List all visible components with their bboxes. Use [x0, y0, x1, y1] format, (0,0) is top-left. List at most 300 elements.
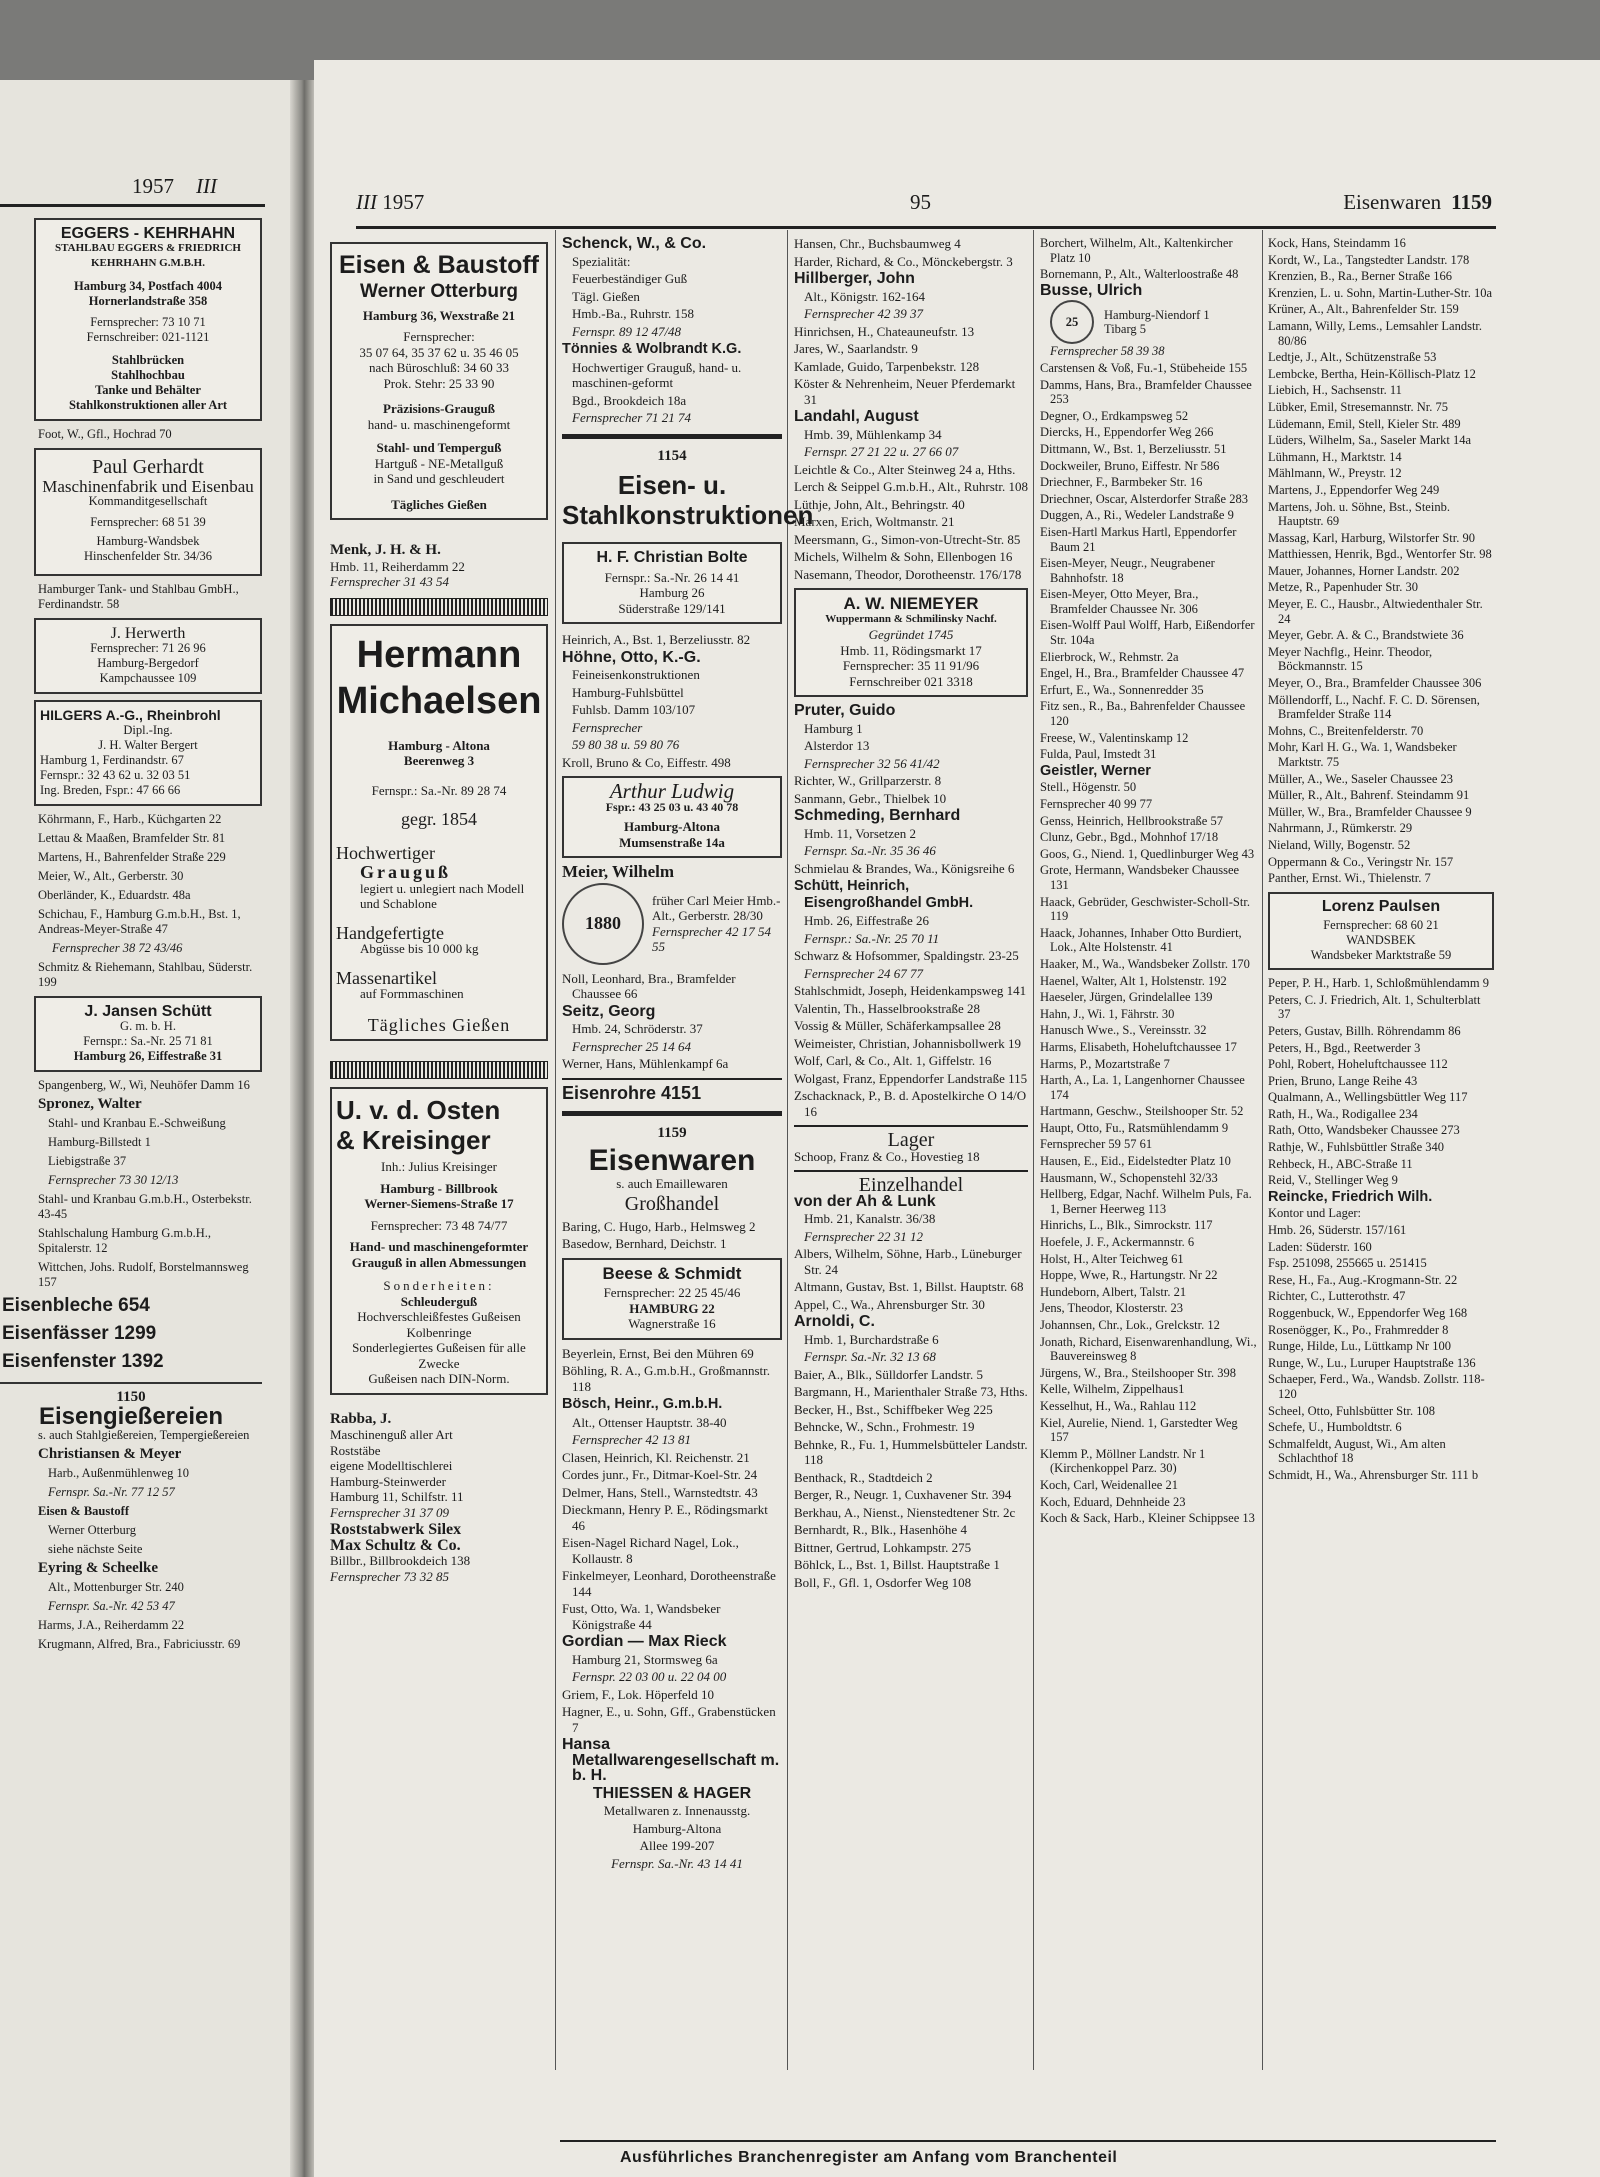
- entry-name: Rabba, J.: [330, 1410, 392, 1427]
- column-4: [1040, 236, 1258, 1528]
- list-item: Wolf, Carl, & Co., Alt. 1, Giffelstr. 16: [794, 1053, 992, 1068]
- left-header-roman: III: [196, 174, 217, 198]
- list-item: Kock, Hans, Steindamm 16: [1268, 236, 1406, 250]
- ad-line: Stahl- und Temperguß: [376, 440, 502, 455]
- header-category-number: 1159: [1451, 190, 1492, 214]
- list-item: Hellberg, Edgar, Nachf. Wilhelm Puls, Fa. 1, Berner Heerweg 113: [1040, 1187, 1252, 1216]
- list-item: Alsterdor 13: [804, 738, 870, 753]
- ad-line: Präzisions-Grauguß: [383, 401, 495, 416]
- ad-michaelsen: [330, 624, 548, 1042]
- ad-bolte: [562, 542, 782, 624]
- ad-line: Hamburg 1, Ferdinandstr. 67: [40, 753, 184, 767]
- list-item: Altmann, Gustav, Bst. 1, Billst. Hauptstr. 68: [794, 1279, 1024, 1294]
- list-item: Fust, Otto, Wa. 1, Wandsbeker Königstraße 44: [562, 1601, 721, 1632]
- list-item: Driechner, F., Barmbeker Str. 16: [1040, 475, 1203, 490]
- list-item: Koch & Sack, Harb., Kleiner Schippsee 13: [1040, 1511, 1255, 1526]
- laurel-emblem-icon: 1880: [562, 883, 644, 965]
- list-item: Möllendorff, L., Nachf. F. C. D. Sörensen, Bramfelder Straße 114: [1268, 692, 1480, 722]
- column-5: [1268, 236, 1494, 1485]
- ad-beese-title: Beese & Schmidt: [602, 1263, 742, 1283]
- ad-beese: [562, 1258, 782, 1340]
- list-item: Mählmann, W., Preystr. 12: [1268, 466, 1402, 481]
- list-item: Fernsprecher 24 67 77: [804, 965, 924, 981]
- list-item: Jares, W., Saarlandstr. 9: [794, 341, 918, 356]
- entry-name: Arnoldi, C.: [794, 1313, 875, 1330]
- page-footer: Ausführliches Branchenregister am Anfang vom Branchenteil: [620, 2149, 1118, 2166]
- ad-line: Hamburg 26: [639, 585, 705, 600]
- list-item: Peper, P. H., Harb. 1, Schloßmühlendamm 9: [1268, 976, 1490, 991]
- ad-gerhardt: [34, 448, 262, 576]
- ad-bolte-title: H. F. Christian Bolte: [596, 549, 748, 566]
- list-item: [1040, 281, 1258, 299]
- entry-name: Schenck, W., & Co.: [562, 235, 707, 252]
- ad-line: Dipl.-Ing.: [123, 723, 173, 737]
- list-item: Berkhau, A., Nienst., Nienstedtener Str. 2c: [794, 1504, 1016, 1520]
- list-item: Genss, Heinrich, Hellbrookstraße 57: [1040, 813, 1223, 828]
- list-item: Panther, Ernst. Wi., Thielenstr. 7: [1268, 871, 1431, 886]
- entry-name: Landahl, August: [794, 408, 919, 425]
- list-item: Lüthje, John, Alt., Behringstr. 40: [794, 496, 965, 512]
- list-item: Köhrmann, F., Harb., Küchgarten 22: [38, 812, 222, 826]
- list-item: Klemm P., Möllner Landstr. Nr 1 (Kirchenkoppel Parz. 30): [1040, 1446, 1206, 1476]
- ad-schuett-title: J. Jansen Schütt: [84, 1003, 212, 1020]
- list-item: Schaeper, Ferd., Wa., Wandsb. Zollstr. 118-120: [1268, 1372, 1485, 1401]
- list-item: Rath, H., Wa., Rodigallee 234: [1268, 1106, 1418, 1121]
- list-item: Kamlade, Guido, Tarpenbekstr. 128: [794, 358, 980, 374]
- list-item: Scheel, Otto, Fuhlsbütter Str. 108: [1268, 1403, 1436, 1418]
- ad-line: HAMBURG 22: [629, 1300, 715, 1316]
- entry-line: Billbr., Billbrookdeich 138: [330, 1553, 471, 1568]
- section-number: 1159: [657, 1125, 687, 1141]
- list-item: Fernspr. Sa.-Nr. 35 36 46: [804, 843, 936, 858]
- list-item: Spronez, Walter: [38, 1096, 142, 1112]
- column-divider: [1262, 230, 1263, 2070]
- ad-line: legiert u. unlegiert nach Modell und Schablone: [360, 880, 525, 911]
- column-2: [562, 235, 814, 1873]
- list-item: Eisen-Meyer, Otto Meyer, Bra., Bramfelder Chaussee Nr. 306: [1040, 587, 1199, 616]
- list-item: Diercks, H., Eppendorfer Weg 266: [1040, 425, 1214, 440]
- header-roman: III: [356, 190, 377, 214]
- header-rule: [356, 226, 1496, 229]
- list-item: Johannsen, Chr., Lok., Grelckstr. 12: [1040, 1318, 1220, 1332]
- list-item: Fernspr. Sa.-Nr. 43 14 41: [611, 1855, 743, 1871]
- list-item: Koch, Carl, Weidenallee 21: [1040, 1477, 1178, 1492]
- ad-line: Fernschreiber 021 3318: [849, 673, 973, 689]
- list-item: Rosenögger, K., Po., Frahmredder 8: [1268, 1322, 1449, 1337]
- list-item: [794, 878, 1028, 911]
- subsection-title: Großhandel: [624, 1193, 720, 1215]
- list-item: Hamburger Tank- und Stahlbau GmbH., Ferdinandstr. 58: [38, 582, 239, 611]
- list-item: Schwarz & Hofsommer, Spaldingstr. 23-25: [794, 948, 1019, 963]
- list-item: [794, 271, 1028, 287]
- book-gutter: [290, 80, 316, 2177]
- list-item: Benthack, R., Stadtdeich 2: [794, 1469, 933, 1485]
- ad-line: Hochverschleißfestes Gußeisen: [357, 1309, 521, 1324]
- ad-michaelsen-title: Hermann: [356, 633, 522, 676]
- list-item: Hmb. 26, Eiffestraße 26: [804, 913, 930, 928]
- list-item: Ledtje, J., Alt., Schützenstraße 53: [1268, 350, 1437, 365]
- list-item: Hamburg-Billstedt 1: [48, 1135, 151, 1149]
- list-item: Hundeborn, Albert, Talstr. 21: [1040, 1284, 1187, 1299]
- ad-line: nach Büroschluß: 34 60 33: [368, 360, 510, 375]
- list-item: Harms, J.A., Reiherdamm 22: [38, 1618, 185, 1632]
- list-item: Fernsprecher 25 14 64: [572, 1038, 692, 1054]
- list-item: Fernspr. Sa.-Nr. 77 12 57: [48, 1485, 175, 1499]
- list-item: Fernsprecher 40 99 77: [1040, 797, 1153, 811]
- list-item: Hinrichsen, H., Chateauneufstr. 13: [794, 323, 975, 339]
- list-item: Baring, C. Hugo, Harb., Helmsweg 2: [562, 1218, 756, 1234]
- list-item: Berger, R., Neugr. 1, Cuxhavener Str. 394: [794, 1487, 1012, 1502]
- meier-block: [562, 883, 782, 965]
- entry-name: Roststabwerk Silex: [330, 1521, 462, 1538]
- list-item: Massag, Karl, Harburg, Wilstorfer Str. 90: [1268, 530, 1475, 545]
- ad-line: Hamburg 34, Postfach 4004: [74, 279, 222, 293]
- list-item: Schoop, Franz & Co., Hovestieg 18: [794, 1148, 980, 1164]
- list-item: Krenzien, L. u. Sohn, Martin-Luther-Str. 10a: [1268, 285, 1493, 300]
- ad-line: Fernsprecher: 68 60 21: [1323, 918, 1439, 933]
- list-item: Haeseler, Jürgen, Grindelallee 139: [1040, 990, 1213, 1005]
- ad-line: Kommanditgesellschaft: [88, 494, 208, 508]
- list-item: Fernsprecher 42 13 81: [572, 1432, 692, 1447]
- list-item: Becker, H., Bst., Schiffbeker Weg 225: [794, 1401, 993, 1417]
- list-item: Hinrichs, L., Blk., Simrockstr. 117: [1040, 1218, 1213, 1233]
- list-item: Hmb. 39, Mühlenkamp 34: [804, 426, 942, 442]
- entry-line: Hmb. 11, Reiherdamm 22: [330, 558, 465, 574]
- list-item: Runge, Hilde, Lu., Lüttkamp Nr 100: [1268, 1339, 1451, 1354]
- list-item: Eisen-Wolff Paul Wolff, Harb, Eißendorfer Str. 104a: [1040, 618, 1255, 648]
- list-item: Köster & Nehrenheim, Neuer Pferdemarkt 31: [794, 376, 1016, 407]
- list-item: Nieland, Willy, Bogenstr. 52: [1268, 837, 1411, 852]
- list-item: Clunz, Gebr., Bgd., Mohnhof 17/18: [1040, 830, 1219, 845]
- list-item: Stahl- und Kranbau E.-Schweißung: [48, 1116, 226, 1130]
- column-3: [794, 236, 1028, 1592]
- list-item: Bgd., Brookdeich 18a: [572, 392, 687, 408]
- list-item: Haupt, Otto, Fu., Ratsmühlendamm 9: [1040, 1120, 1229, 1135]
- ad-osten-title2: & Kreisinger: [336, 1125, 491, 1155]
- list-item: Hochwertiger Grauguß, hand- u. maschinen-geformt: [572, 359, 742, 390]
- list-item: Haaker, M., Wa., Wandsbeker Zollstr. 170: [1040, 956, 1250, 971]
- list-item: Feuerbeständiger Guß: [572, 271, 688, 286]
- ad-line: Wandsbeker Marktstraße 59: [1310, 947, 1452, 962]
- list-item: Schefe, U., Humboldtstr. 6: [1268, 1420, 1402, 1435]
- list-item: Mohr, Karl H. G., Wa. 1, Wandsbeker Marktstr. 75: [1268, 740, 1457, 769]
- list-item: Wolgast, Franz, Eppendorfer Landstraße 115: [794, 1070, 1028, 1086]
- list-item: Lühmann, H., Marktstr. 14: [1268, 449, 1402, 464]
- left-page-column: [0, 212, 262, 1652]
- list-item: Kordt, W., La., Tangstedter Landstr. 178: [1268, 252, 1470, 267]
- list-item: [562, 236, 782, 252]
- list-item: Metze, R., Papenhuder Str. 30: [1268, 580, 1418, 595]
- ad-line: Fernsprecher: 68 51 39: [90, 515, 206, 529]
- list-item: Zschacknack, P., B. d. Apostelkirche O 14/O 16: [794, 1088, 1027, 1119]
- list-item: Schmitz & Riehemann, Stahlbau, Süderstr. 199: [38, 960, 253, 989]
- left-header-rule: [0, 204, 265, 207]
- list-item: Müller, A., We., Saseler Chaussee 23: [1268, 771, 1454, 786]
- list-item: Dittmann, W., Bst. 1, Berzeliusstr. 51: [1040, 441, 1227, 456]
- entry-line: Fernsprecher 31 43 54: [330, 574, 450, 589]
- list-item: Noll, Leonhard, Bra., Bramfelder Chaussee 66: [562, 970, 736, 1001]
- list-item: Stahl- und Kranbau G.m.b.H., Osterbekstr. 43-45: [38, 1192, 252, 1221]
- entry-line: Fernsprecher 42 17 54 55: [652, 923, 772, 954]
- list-item: Harms, P., Mozartstraße 7: [1040, 1056, 1170, 1071]
- list-item: Lerch & Seippel G.m.b.H., Alt., Ruhrstr. 108: [794, 479, 1028, 494]
- list-item: [794, 703, 1028, 719]
- list-item: Hoefele, J. F., Ackermannstr. 6: [1040, 1235, 1195, 1250]
- list-item: Appel, C., Wa., Ahrensburger Str. 30: [794, 1296, 985, 1312]
- list-item: Spangenberg, W., Wi, Neuhöfer Damm 16: [38, 1078, 250, 1092]
- list-item: Eisen-Hartl Markus Hartl, Eppendorfer Baum 21: [1040, 524, 1237, 554]
- list-item: Harth, A., La. 1, Langenhorner Chaussee 174: [1040, 1073, 1245, 1102]
- ad-line: Fspr.: 43 25 03 u. 43 40 78: [605, 799, 739, 814]
- list-item: Hagner, E., u. Sohn, Gff., Grabenstücken 7: [562, 1704, 776, 1735]
- ad-line: Handgefertigte: [336, 922, 444, 943]
- ad-line: Wuppermann & Schmilinsky Nachf.: [825, 612, 997, 625]
- list-item: Peters, H., Bgd., Reetwerder 3: [1268, 1040, 1421, 1055]
- list-item: Borchert, Wilhelm, Alt., Kaltenkircher Platz 10: [1040, 236, 1233, 265]
- list-item: Cordes junr., Fr., Ditmar-Koel-Str. 24: [562, 1467, 758, 1482]
- list-item: Böhling, R. A., G.m.b.H., Großmannstr. 118: [562, 1363, 771, 1394]
- ad-line: Hamburg - Altona: [388, 737, 490, 753]
- ad-line: Schleuderguß: [400, 1293, 478, 1309]
- list-item: Schmielau & Brandes, Wa., Königsreihe 6: [794, 860, 1015, 876]
- col5-entries-low: [1268, 976, 1494, 1482]
- list-item: Martens, Joh. u. Söhne, Bst., Steinb. Hauptstr. 69: [1268, 499, 1450, 529]
- list-item: Kelle, Wilhelm, Zippelhaus1: [1040, 1382, 1185, 1397]
- list-item: Haenel, Walter, Alt 1, Holstenstr. 192: [1040, 973, 1227, 988]
- ad-line: gegr. 1854: [401, 809, 477, 829]
- list-item: [562, 1396, 782, 1413]
- list-item: Finkelmeyer, Leonhard, Dorotheenstraße 144: [562, 1568, 776, 1599]
- list-item: Jens, Theodor, Klosterstr. 23: [1040, 1301, 1184, 1316]
- list-item: Mohns, C., Breitenfelderstr. 70: [1268, 723, 1424, 738]
- ad-line: Fernspr.: Sa.-Nr. 89 28 74: [371, 782, 507, 798]
- section-number: 1150: [116, 1389, 146, 1405]
- list-item: Bittner, Gertrud, Lohkampstr. 275: [794, 1539, 972, 1555]
- list-item: Böhlck, L., Bst. 1, Billst. Hauptstraße 1: [794, 1557, 1000, 1572]
- list-item: Hamburg 21, Stormsweg 6a: [572, 1651, 718, 1667]
- ad-line: Hand- und maschinengeformter Grauguß in allen Abmessungen: [349, 1239, 529, 1270]
- list-item: [562, 341, 782, 358]
- list-item: Prien, Bruno, Lange Reihe 43: [1268, 1073, 1418, 1088]
- list-item: Leichtle & Co., Alter Steinweg 24 a, Hths.: [794, 461, 1016, 477]
- list-item: Schmidt, H., Wa., Ahrensburger Str. 111 b: [1268, 1467, 1479, 1482]
- ad-line: Fernschreiber: 021-1121: [86, 330, 210, 344]
- list-item: Roggenbuck, W., Eppendorfer Weg 168: [1268, 1306, 1468, 1320]
- list-item: [794, 1194, 1028, 1210]
- list-item: Haack, Johannes, Inhaber Otto Burdiert, Lok., Alte Holstenstr. 41: [1040, 925, 1242, 955]
- list-item: Behncke, W., Schn., Frohmestr. 19: [794, 1419, 975, 1434]
- list-item: Werner, Hans, Mühlenkampf 6a: [562, 1056, 729, 1071]
- entry-name: Hillberger, John: [794, 270, 915, 287]
- column-1: [330, 236, 548, 1586]
- list-item: Kroll, Bruno & Co, Eiffestr. 498: [562, 754, 731, 770]
- ad-gerhardt-title: Paul Gerhardt: [92, 456, 204, 478]
- section-title: Eisenwaren: [588, 1143, 756, 1177]
- list-item: Hartmann, Geschw., Steilshooper Str. 52: [1040, 1104, 1244, 1119]
- list-item: Eisen-Nagel Richard Nagel, Lok., Kollaustr. 8: [562, 1535, 739, 1566]
- section-title: Eisen- u. Stahlkonstruktionen: [562, 470, 814, 530]
- ad-line: Hinschenfelder Str. 34/36: [83, 549, 213, 563]
- list-item: Beyerlein, Ernst, Bei den Mühren 69: [562, 1345, 754, 1361]
- list-item: Alt., Mottenburger Str. 240: [48, 1580, 184, 1594]
- list-item: Bargmann, H., Marienthaler Straße 73, Hths.: [794, 1384, 1028, 1399]
- list-item: Hmb. 1, Burchardstraße 6: [804, 1331, 939, 1347]
- list-item: Dieckmann, Henry P. E., Rödingsmarkt 46: [562, 1502, 768, 1533]
- ad-line: Fernsprecher: 73 10 71: [90, 315, 206, 329]
- list-item: Krugmann, Alfred, Bra., Fabriciusstr. 69: [38, 1637, 241, 1651]
- list-item: Carstensen & Voß, Fu.-1, Stübeheide 155: [1040, 360, 1248, 375]
- ad-line: Fernspr.: Sa.-Nr. 26 14 41: [604, 569, 740, 585]
- ref-eisenbleche: Eisenbleche 654: [2, 1295, 150, 1316]
- ad-line: Stahlbrücken: [111, 353, 185, 367]
- ad-line: Süderstraße 129/141: [618, 600, 726, 616]
- list-item: Delmer, Hans, Stell., Warnstedtstr. 43: [562, 1484, 758, 1500]
- list-item: Harb., Außenmühlenweg 10: [48, 1466, 189, 1480]
- list-item: Fernsprecher 32 56 41/42: [804, 755, 940, 771]
- ad-otterburg: [330, 242, 548, 520]
- list-item: Duggen, A., Ri., Wedeler Landstraße 9: [1040, 508, 1234, 523]
- ad-line: Beerenweg 3: [403, 753, 475, 768]
- ad-niemeyer: [794, 588, 1028, 697]
- list-item: Spezialität:: [572, 253, 631, 269]
- list-item: Haack, Gebrüder, Geschwister-Scholl-Str. 119: [1040, 894, 1250, 924]
- entry-name: von der Ah & Lunk: [794, 1192, 936, 1210]
- ad-line: STAHLBAU EGGERS & FRIEDRICH KEHRHAHN G.M.B.H.: [55, 242, 241, 269]
- list-item: Liebigstraße 37: [48, 1154, 127, 1168]
- list-item: Engel, H., Bra., Bramfelder Chaussee 47: [1040, 666, 1245, 681]
- busse-block: [1050, 300, 1258, 344]
- ad-line: Tanke und Behälter: [95, 383, 201, 397]
- list-item: Werner Otterburg: [48, 1523, 136, 1537]
- list-item: Fitz sen., R., Ba., Bahrenfelder Chaussee 120: [1040, 699, 1246, 729]
- list-item: Liebich, H., Sachsenstr. 11: [1268, 383, 1402, 398]
- section-number: 1154: [657, 447, 687, 464]
- list-item: Basedow, Bernhard, Deichstr. 1: [562, 1236, 727, 1251]
- list-item: Fernspr. Sa.-Nr. 32 13 68: [804, 1349, 936, 1364]
- list-item: Richter, C., Lutterothstr. 47: [1268, 1289, 1406, 1304]
- list-item: Fernsprecher 58 39 38: [1050, 344, 1165, 359]
- ad-paulsen-title: Lorenz Paulsen: [1321, 897, 1441, 915]
- footer-rule: [560, 2140, 1496, 2142]
- ad-line: Stahlkonstruktionen aller Art: [68, 398, 228, 412]
- ad-line: Hamburg-Bergedorf: [97, 656, 199, 670]
- list-item: Runge, W., Lu., Luruper Hauptstraße 136: [1268, 1355, 1476, 1370]
- ad-line: Inh.: Julius Kreisinger: [381, 1159, 497, 1174]
- decorative-band: [330, 598, 548, 616]
- entry-name: Seitz, Georg: [562, 1002, 656, 1020]
- list-item: Schmalfeldt, August, Wi., Am alten Schlachthof 18: [1268, 1436, 1446, 1466]
- list-item: Lettau & Maaßen, Bramfelder Str. 81: [38, 831, 226, 845]
- list-item: Elierbrock, W., Rehmstr. 2a: [1040, 649, 1179, 664]
- list-item: Nahrmann, J., Rümkerstr. 29: [1268, 821, 1413, 836]
- list-item: Damms, Hans, Bra., Bramfelder Chaussee 253: [1040, 377, 1252, 407]
- list-item: Nasemann, Theodor, Dorotheenstr. 176/178: [794, 566, 1022, 582]
- decorative-band: [330, 1061, 548, 1079]
- list-item: Michels, Wilhelm & Sohn, Ellenbogen 16: [794, 549, 1013, 564]
- list-item: Meyer Nachflg., Heinr. Theodor, Böckmannstr. 15: [1268, 644, 1433, 674]
- ad-line: Stahlhochbau: [111, 368, 185, 382]
- list-item: Kesselhut, H., Wa., Rahlau 112: [1040, 1398, 1197, 1413]
- list-item: Fernsprecher 73 30 12/13: [48, 1173, 179, 1187]
- ad-line: Mumsenstraße 14a: [619, 834, 725, 850]
- list-item: Bernhardt, R., Blk., Hasenhöhe 4: [794, 1522, 967, 1537]
- entry-name: Meier, Wilhelm: [562, 862, 675, 881]
- ad-ludwig: [562, 776, 782, 858]
- subsection-title: Einzelhandel: [858, 1174, 964, 1196]
- list-item: Meersmann, G., Simon-von-Utrecht-Str. 85: [794, 531, 1021, 547]
- list-item: Christiansen & Meyer: [38, 1446, 182, 1462]
- list-item: Weimeister, Christian, Johannisbollwerk 19: [794, 1035, 1021, 1051]
- entry-name: Höhne, Otto, K.-G.: [562, 648, 701, 666]
- list-item: Koch, Eduard, Dehnheide 23: [1040, 1494, 1186, 1509]
- ad-line: Gußeisen nach DIN-Norm.: [368, 1371, 510, 1386]
- entry-name: Hansa Metallwarengesellschaft m. b. H.: [562, 1736, 780, 1784]
- entry-name: Gordian — Max Rieck: [562, 1633, 727, 1650]
- ad-line: Fernsprecher: 73 48 74/77: [370, 1217, 508, 1233]
- list-item: Martens, H., Bahrenfelder Straße 229: [38, 850, 226, 864]
- ad-line: Grauguß: [360, 862, 452, 882]
- list-item: Fernspr. 89 12 47/48: [572, 323, 682, 339]
- header-category-label: Eisenwaren: [1343, 190, 1442, 214]
- ad-herwerth-title: J. Herwerth: [110, 625, 186, 642]
- list-item: Matthiessen, Henrik, Bgd., Wentorfer Str. 98: [1268, 547, 1492, 562]
- list-item: 59 80 38 u. 59 80 76: [572, 737, 680, 752]
- list-item: [330, 1522, 548, 1584]
- entry-name: Menk, J. H. & H.: [330, 542, 441, 558]
- list-item: Hamburg-Fuhlsbüttel: [572, 684, 684, 700]
- list-item: Peters, C. J. Friedrich, Alt. 1, Schulterblatt 37: [1268, 992, 1481, 1022]
- list-item: Meyer, E. C., Hausbr., Altwiedenthaler Str. 24: [1268, 597, 1483, 626]
- list-item: Oberländer, K., Eduardstr. 48a: [38, 888, 191, 902]
- entry-line: früher Carl Meier Hmb.-Alt., Gerberstr. 28/30: [652, 892, 781, 923]
- list-item: Albers, Wilhelm, Söhne, Harb., Lüneburger Str. 24: [794, 1246, 1022, 1277]
- entry-name: Schütt, Heinrich, Eisengroßhandel GmbH.: [794, 878, 974, 911]
- page-number: 95: [910, 190, 931, 214]
- list-item: Hmb. 26, Süderstr. 157/161: [1268, 1223, 1407, 1238]
- list-item: Rehbeck, H., ABC-Straße 11: [1268, 1156, 1413, 1171]
- ref-eisenfaesser: Eisenfässer 1299: [2, 1323, 157, 1344]
- list-item: Stahlschalung Hamburg G.m.b.H., Spitalerstr. 12: [38, 1226, 212, 1255]
- list-item: Fernsprecher 38 72 43/46: [52, 941, 183, 955]
- ad-line: J. H. Walter Bergert: [98, 738, 198, 752]
- list-item: Allee 199-207: [639, 1838, 715, 1853]
- ad-line: Gegründet 1745: [868, 627, 954, 642]
- list-item: Foot, W., Gfl., Hochrad 70: [38, 427, 172, 441]
- column-divider: [555, 230, 556, 2070]
- list-item: Laden: Süderstr. 160: [1268, 1239, 1372, 1254]
- list-item: Lübker, Emil, Stresemannstr. Nr. 75: [1268, 399, 1449, 414]
- list-item: Hanusch Wwe., S., Vereinsstr. 32: [1040, 1023, 1207, 1038]
- entry-name: Tönnies & Wolbrandt K.G.: [562, 341, 742, 357]
- list-item: [562, 650, 782, 666]
- ad-line: Hamburg 36, Wexstraße 21: [362, 307, 516, 323]
- list-item: Peters, Gustav, Billh. Röhrendamm 86: [1268, 1023, 1461, 1038]
- entry-line: Fernsprecher 31 37 09: [330, 1504, 450, 1520]
- list-item: Griem, F., Lok. Höperfeld 10: [562, 1686, 715, 1702]
- list-item: siehe nächste Seite: [48, 1542, 143, 1556]
- subsection-title: Lager: [887, 1129, 935, 1151]
- busse-details: [1104, 308, 1210, 337]
- list-item: Stahlschmidt, Joseph, Heidenkampsweg 141: [794, 983, 1027, 998]
- ad-herwerth: [34, 618, 262, 694]
- col4-entries: [1040, 361, 1258, 1526]
- list-item: Metallwaren z. Innenausstg.: [603, 1803, 751, 1818]
- ad-line: Fernspr.: 32 43 62 u. 32 03 51: [40, 768, 191, 782]
- list-item: Meyer, Gebr. A. & C., Brandstwiete 36: [1268, 628, 1464, 643]
- ad-paulsen: [1268, 892, 1494, 970]
- ad-niemeyer-title: A. W. NIEMEYER: [843, 594, 979, 613]
- section-see-also: s. auch Stahlgießereien, Tempergießereien: [38, 1428, 250, 1442]
